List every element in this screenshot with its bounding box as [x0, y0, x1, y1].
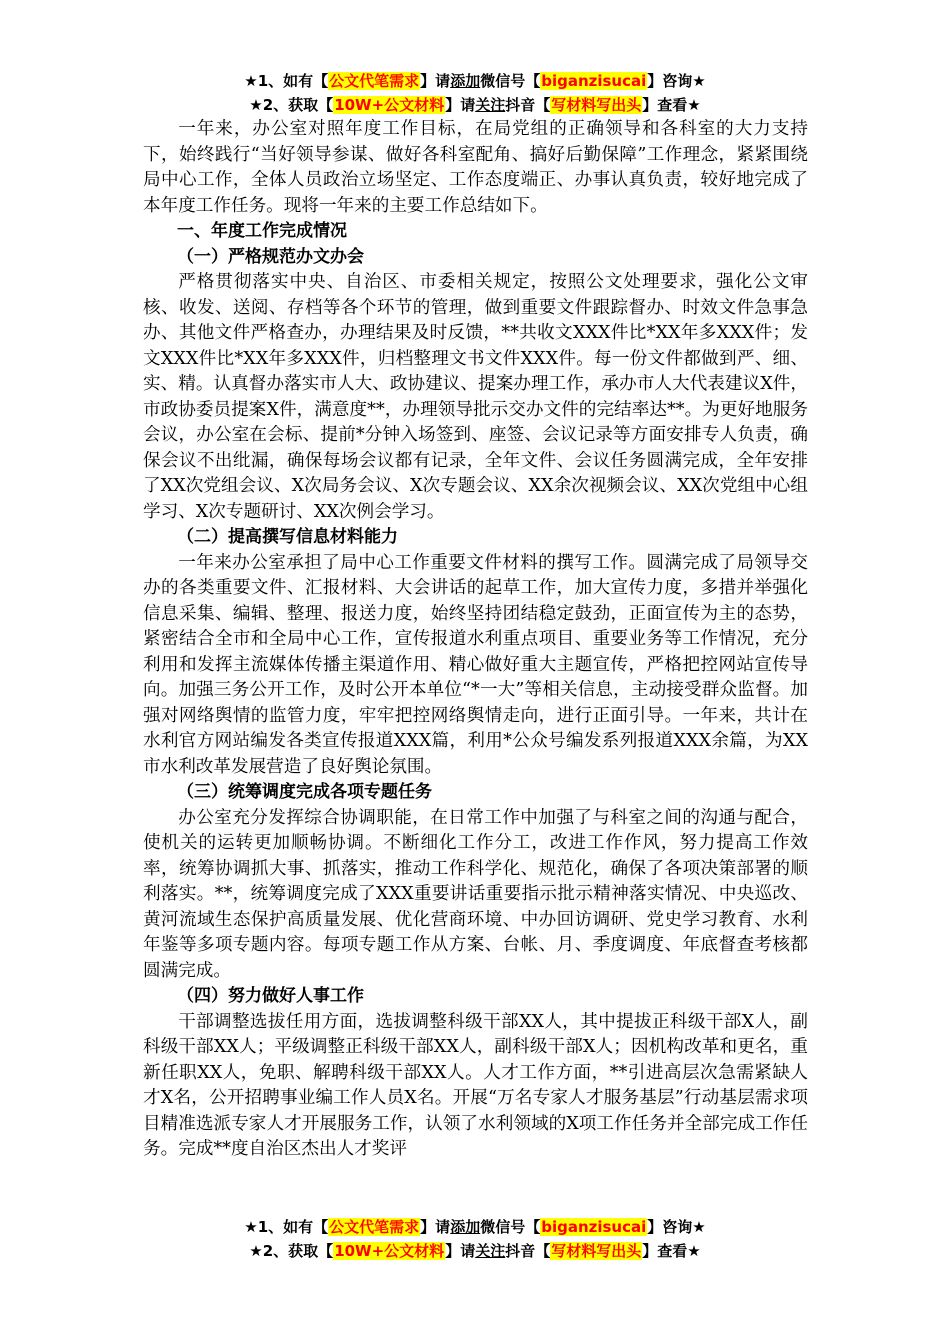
banner-text: 】查看★ [642, 96, 701, 114]
body-paragraph: 干部调整选拔任用方面，选拔调整科级干部XX人，其中提拔正科级干部X人，副科级干部XX人；平级调整正科级干部XX人，副科级干部X人；因机构改革和更名，重新任职XX人，免职、解聘科级干部XX人。人才工作方面，**引进高层次急需紧缺人才X名，公开招聘事业编工作人员X名。开展“万名专家人才服务基层”行动基层需求项目精准选派专家人才开展服务工作，认领了水利领域的X项工作任务并全部完成工作任务。完成**度自治区杰出人才奖评 [143, 1011, 808, 1159]
banner-text: 抖音【 [505, 96, 551, 114]
banner-underline: 添加 [450, 1218, 481, 1236]
banner-text: 】咨询★ [647, 72, 706, 90]
banner-highlight: biganzisucai [541, 72, 647, 90]
banner-text: 抖音【 [505, 1242, 551, 1260]
subsection-heading: （三）统筹调度完成各项专题任务 [177, 782, 432, 802]
banner-text: 】请 [445, 96, 476, 114]
banner-text: ★2、获取【 [249, 1242, 334, 1260]
banner-highlight: biganzisucai [541, 1218, 647, 1236]
banner-underline: 关注 [475, 1242, 506, 1260]
top-banner-line-1 [0, 70, 950, 92]
body-paragraph: 严格贯彻落实中央、自治区、市委相关规定，按照公文处理要求，强化公文审核、收发、送阅、存档等各个环节的管理，做到重要文件跟踪督办、时效文件急事急办、其他文件严格查办，办理结果及时反馈，**共收文XXX件比*XX年多XXX件；发文XXX件比*XX年多XXX件，归档整理文书文件XXX件。每一份文件都做到严、细、实、精。认真督办落实市人大、政协建议、提案办理工作，承办市人大代表建议X件，市政协委员提案X件，满意度**，办理领导批示交办文件的完结率达**。为更好地服务会议，办公室在会标、提前*分钟入场签到、座签、会议记录等方面安排专人负责，确保会议不出纰漏，确保每场会议都有记录，全年文件、会议任务圆满完成，全年安排了XX次党组会议、X次局务会议、X次专题会议、XX余次视频会议、XX次党组中心组学习、X次专题研讨、XX次例会学习。 [143, 272, 808, 522]
subsection-heading: （一）严格规范办文办会 [177, 246, 364, 267]
banner-text: 】请 [420, 72, 451, 90]
banner-underline: 关注 [475, 96, 506, 114]
banner-highlight: 10W+公文材料 [334, 1242, 445, 1260]
banner-text: 】请 [445, 1242, 476, 1260]
banner-highlight: 10W+公文材料 [334, 96, 445, 114]
bottom-banner-line-1 [0, 1216, 950, 1238]
banner-text: ★2、获取【 [249, 96, 334, 114]
banner-underline: 添加 [450, 72, 481, 90]
banner-highlight: 写材料写出头 [551, 1242, 642, 1260]
banner-highlight: 公文代笔需求 [329, 72, 420, 90]
banner-text: 】查看★ [642, 1242, 701, 1260]
banner-text: 微信号【 [480, 1218, 541, 1236]
bottom-banner-line-2 [0, 1240, 950, 1262]
document-body [143, 117, 808, 1163]
body-paragraph: 办公室充分发挥综合协调职能，在日常工作中加强了与科室之间的沟通与配合，使机关的运转更加顺畅协调。不断细化工作分工，改进工作作风，努力提高工作效率，统筹协调抓大事、抓落实，推动工作科学化、规范化，确保了各项决策部署的顺利落实。**，统筹调度完成了XXX重要讲话重要指示批示精神落实情况、中央巡改、黄河流域生态保护高质量发展、优化营商环境、中办回访调研、党史学习教育、水利年鉴等多项专题内容。每项专题工作从方案、台帐、月、季度调度、年底督查考核都圆满完成。 [143, 807, 808, 981]
subsection-heading: （四）努力做好人事工作 [177, 986, 364, 1006]
subsection-heading: （二）提高撰写信息材料能力 [177, 527, 398, 547]
banner-text: 】请 [420, 1218, 451, 1236]
banner-highlight: 公文代笔需求 [329, 1218, 420, 1236]
banner-text: 微信号【 [480, 72, 541, 90]
intro-paragraph: 一年来，办公室对照年度工作目标，在局党组的正确领导和各科室的大力支持下，始终践行“当好领导参谋、做好各科室配角、搞好后勤保障”工作理念，紧紧围绕局中心工作，全体人员政治立场坚定、工作态度端正、办事认真负责，较好地完成了本年度工作任务。现将一年来的主要工作总结如下。 [143, 119, 808, 216]
section-heading: 一、年度工作完成情况 [177, 221, 347, 241]
body-paragraph: 一年来办公室承担了局中心工作重要文件材料的撰写工作。圆满完成了局领导交办的各类重要文件、汇报材料、大会讲话的起草工作，加大宣传力度，多措并举强化信息采集、编辑、整理、报送力度，始终坚持团结稳定鼓劲，正面宣传为主的态势，紧密结合全市和全局中心工作，宣传报道水利重点项目、重要业务等工作情况，充分利用和发挥主流媒体传播主渠道作用、精心做好重大主题宣传，严格把控网站宣传导向。加强三务公开工作，及时公开本单位“*一大”等相关信息，主动接受群众监督。加强对网络舆情的监管力度，牢牢把控网络舆情走向，进行正面引导。一年来，共计在水利官方网站编发各类宣传报道XXX篇，利用*公众号编发系列报道XXX余篇，为XX市水利改革发展营造了良好舆论氛围。 [143, 552, 808, 777]
banner-text: ★1、如有【 [244, 1218, 329, 1236]
banner-text: ★1、如有【 [244, 72, 329, 90]
top-banner-line-2 [0, 94, 950, 116]
banner-highlight: 写材料写出头 [551, 96, 642, 114]
banner-text: 】咨询★ [647, 1218, 706, 1236]
